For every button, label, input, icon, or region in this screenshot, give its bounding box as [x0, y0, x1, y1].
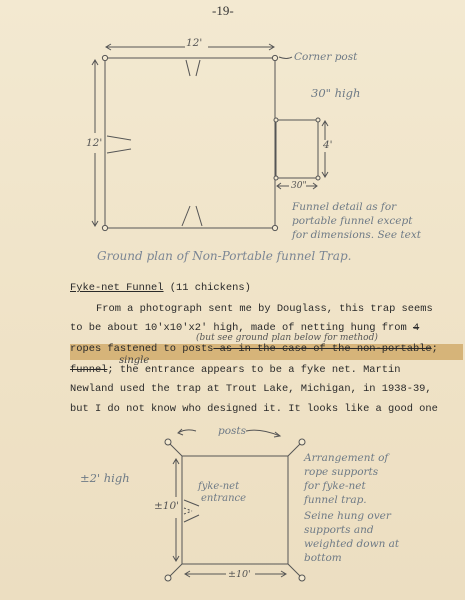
page-number: -19-	[212, 3, 234, 18]
detail-dim-side: 4'	[323, 139, 333, 151]
funnel-note-line-3: for dimensions. See text	[292, 229, 422, 241]
corner-post-label: Corner post	[294, 51, 358, 63]
fyke-square	[182, 456, 288, 564]
arrangement-line-7: weighted down at	[304, 538, 400, 550]
section-title: Fyke-net Funnel	[70, 282, 164, 294]
arrangement-line-1: Arrangement of	[304, 452, 389, 464]
funnel-note-line-1: Funnel detail as for	[292, 201, 397, 213]
diagram1-dim-top: 12'	[186, 37, 203, 49]
diagram1-dim-left: 12'	[86, 137, 103, 149]
text-line-2-end: 4	[412, 322, 420, 334]
detail-dim-bottom: 30"	[291, 181, 307, 191]
arrangement-line-8: bottom	[304, 552, 342, 564]
text-line-1: From a photograph sent me by Douglass, this trap seems	[96, 303, 433, 315]
diagram2-dim-bottom: ±10'	[228, 569, 251, 580]
posts-label: posts	[218, 425, 247, 437]
section-title-suffix: (11 chickens)	[163, 282, 251, 294]
entrance-label-line-2: entrance	[201, 493, 247, 504]
text-line-4-rest: ; the entrance appears to be a fyke net. Martin	[107, 364, 401, 376]
text-line-6: but I do not know who designed it. It looks like a good one	[70, 403, 438, 415]
arrangement-line-2: rope supports	[304, 466, 379, 478]
text-line-3-tail: ;	[431, 343, 438, 355]
height-label: 30" high	[311, 86, 361, 100]
diagram1-caption: Ground plan of Non-Portable funnel Trap.	[97, 249, 352, 263]
text-line-5: Newland used the trap at Trout Lake, Michigan, in 1938-39,	[70, 383, 432, 395]
funnel-note-line-2: portable funnel except	[292, 215, 413, 227]
arrangement-line-5: Seine hung over	[304, 510, 391, 522]
height-note: ±2' high	[80, 471, 130, 485]
entrance-label-line-1: fyke-net	[198, 481, 240, 492]
text-line-2-body: to be about 10'x10'x2' high, made of netting hung from	[70, 322, 407, 334]
diagram2-dim-left: ±10'	[154, 500, 180, 512]
text-line-3-struck: as in the case of the non-portable	[213, 343, 432, 355]
insert-above-line-3: (but see ground plan below for method)	[196, 333, 378, 343]
text-line-3-start: ropes fastened to posts	[70, 343, 214, 355]
arrangement-line-4: funnel trap.	[304, 494, 367, 506]
text-line-4-struck: funnel	[70, 364, 108, 376]
insert-above-line-4: single	[119, 355, 150, 366]
arrangement-line-6: supports and	[304, 524, 374, 536]
arrangement-line-3: for fyke-net	[304, 480, 366, 492]
